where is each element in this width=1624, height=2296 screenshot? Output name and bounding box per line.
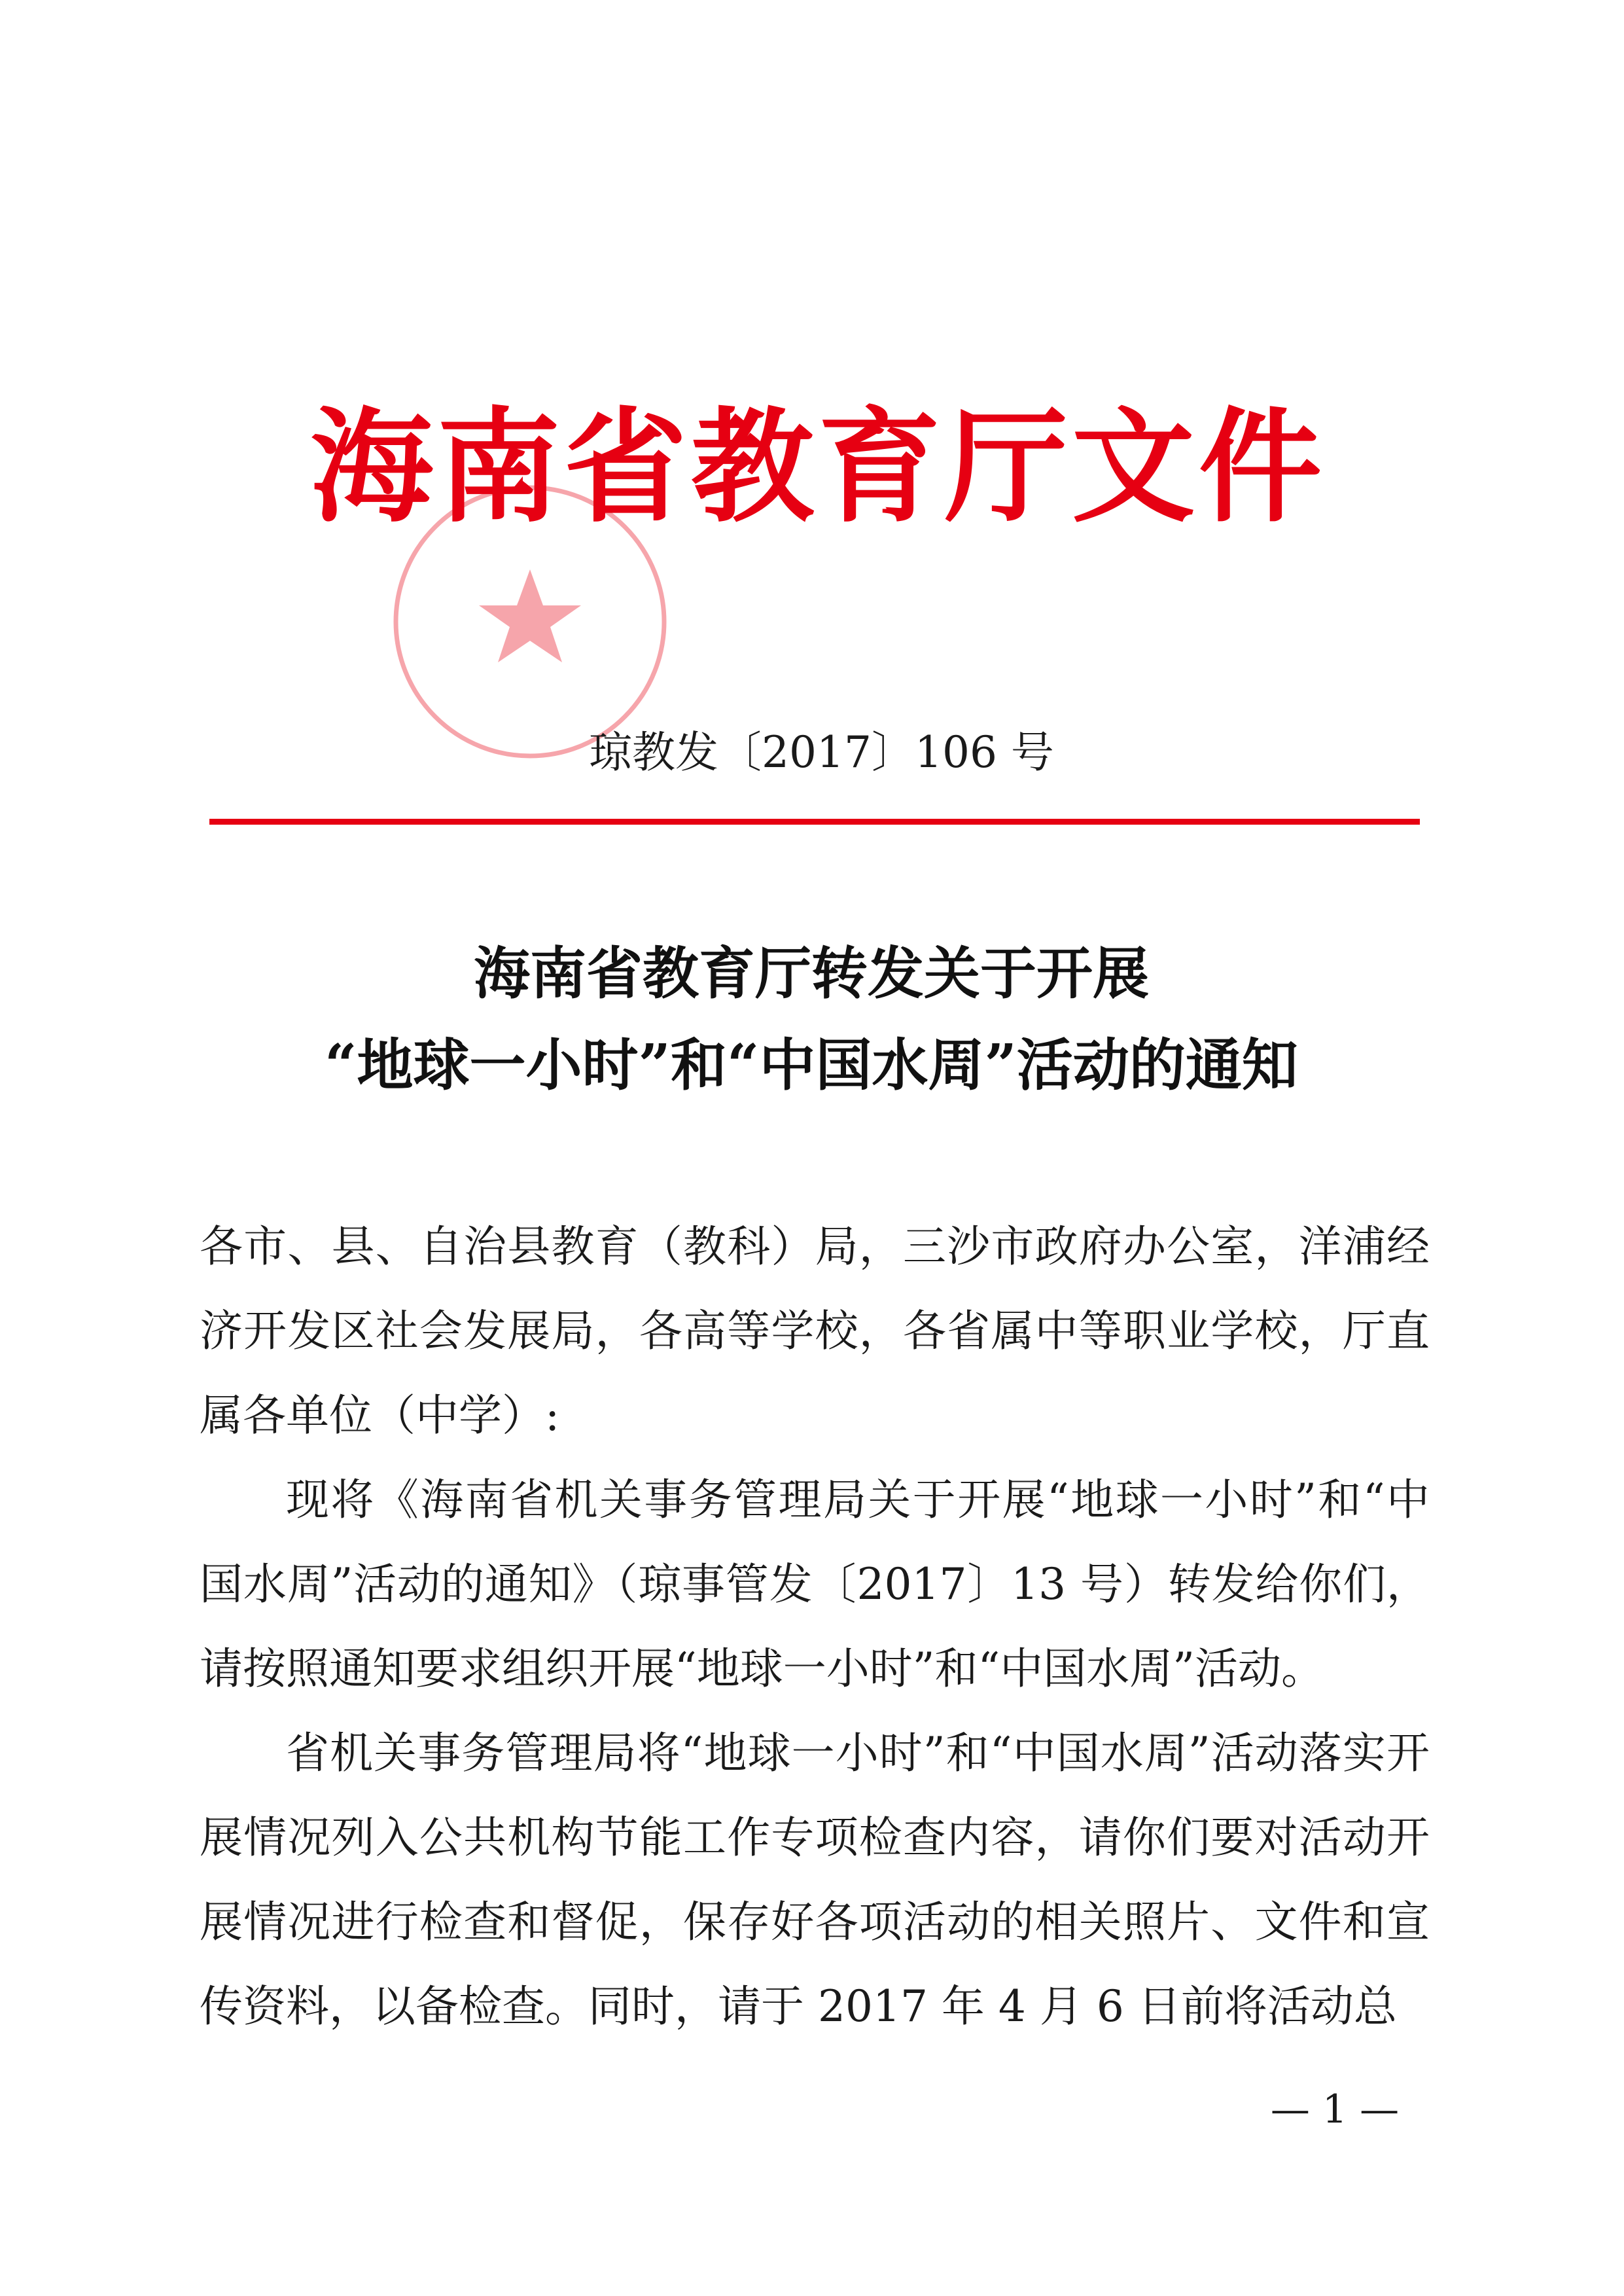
document-number: 琼教发〔2017〕106 号 bbox=[589, 727, 1054, 778]
document-header-title: 海南省教育厅文件 bbox=[310, 396, 1326, 539]
document-body bbox=[200, 1204, 1430, 2049]
body-paragraph-1: 现将《海南省机关事务管理局关于开展“地球一小时”和“中国水周”活动的通知》（琼事管发〔2017〕13 号）转发给你们，请按照通知要求组织开展“地球一小时”和“中国水周”活动。 bbox=[200, 1475, 1430, 1694]
title-line-1: 海南省教育厅转发关于开展 bbox=[474, 941, 1149, 1007]
page-number: — 1 — bbox=[1270, 2087, 1400, 2132]
title-line-2: “地球一小时”和“中国水周”活动的通知 bbox=[325, 1032, 1298, 1098]
body-paragraph-2: 省机关事务管理局将“地球一小时”和“中国水周”活动落实开展情况列入公共机构节能工作专项检查内容，请你们要对活动开展情况进行检查和督促，保存好各项活动的相关照片、文件和宣传资料，以备检查。同时，请于 2017 年 4 月 6 日前将活动总 bbox=[200, 1728, 1430, 2032]
recipients-paragraph: 各市、县、自治县教育（教科）局，三沙市政府办公室，洋浦经济开发区社会发展局，各高等学校，各省属中等职业学校，厅直属各单位（中学）: bbox=[200, 1221, 1430, 1441]
document-title bbox=[196, 928, 1426, 1111]
red-divider-line bbox=[209, 819, 1420, 825]
